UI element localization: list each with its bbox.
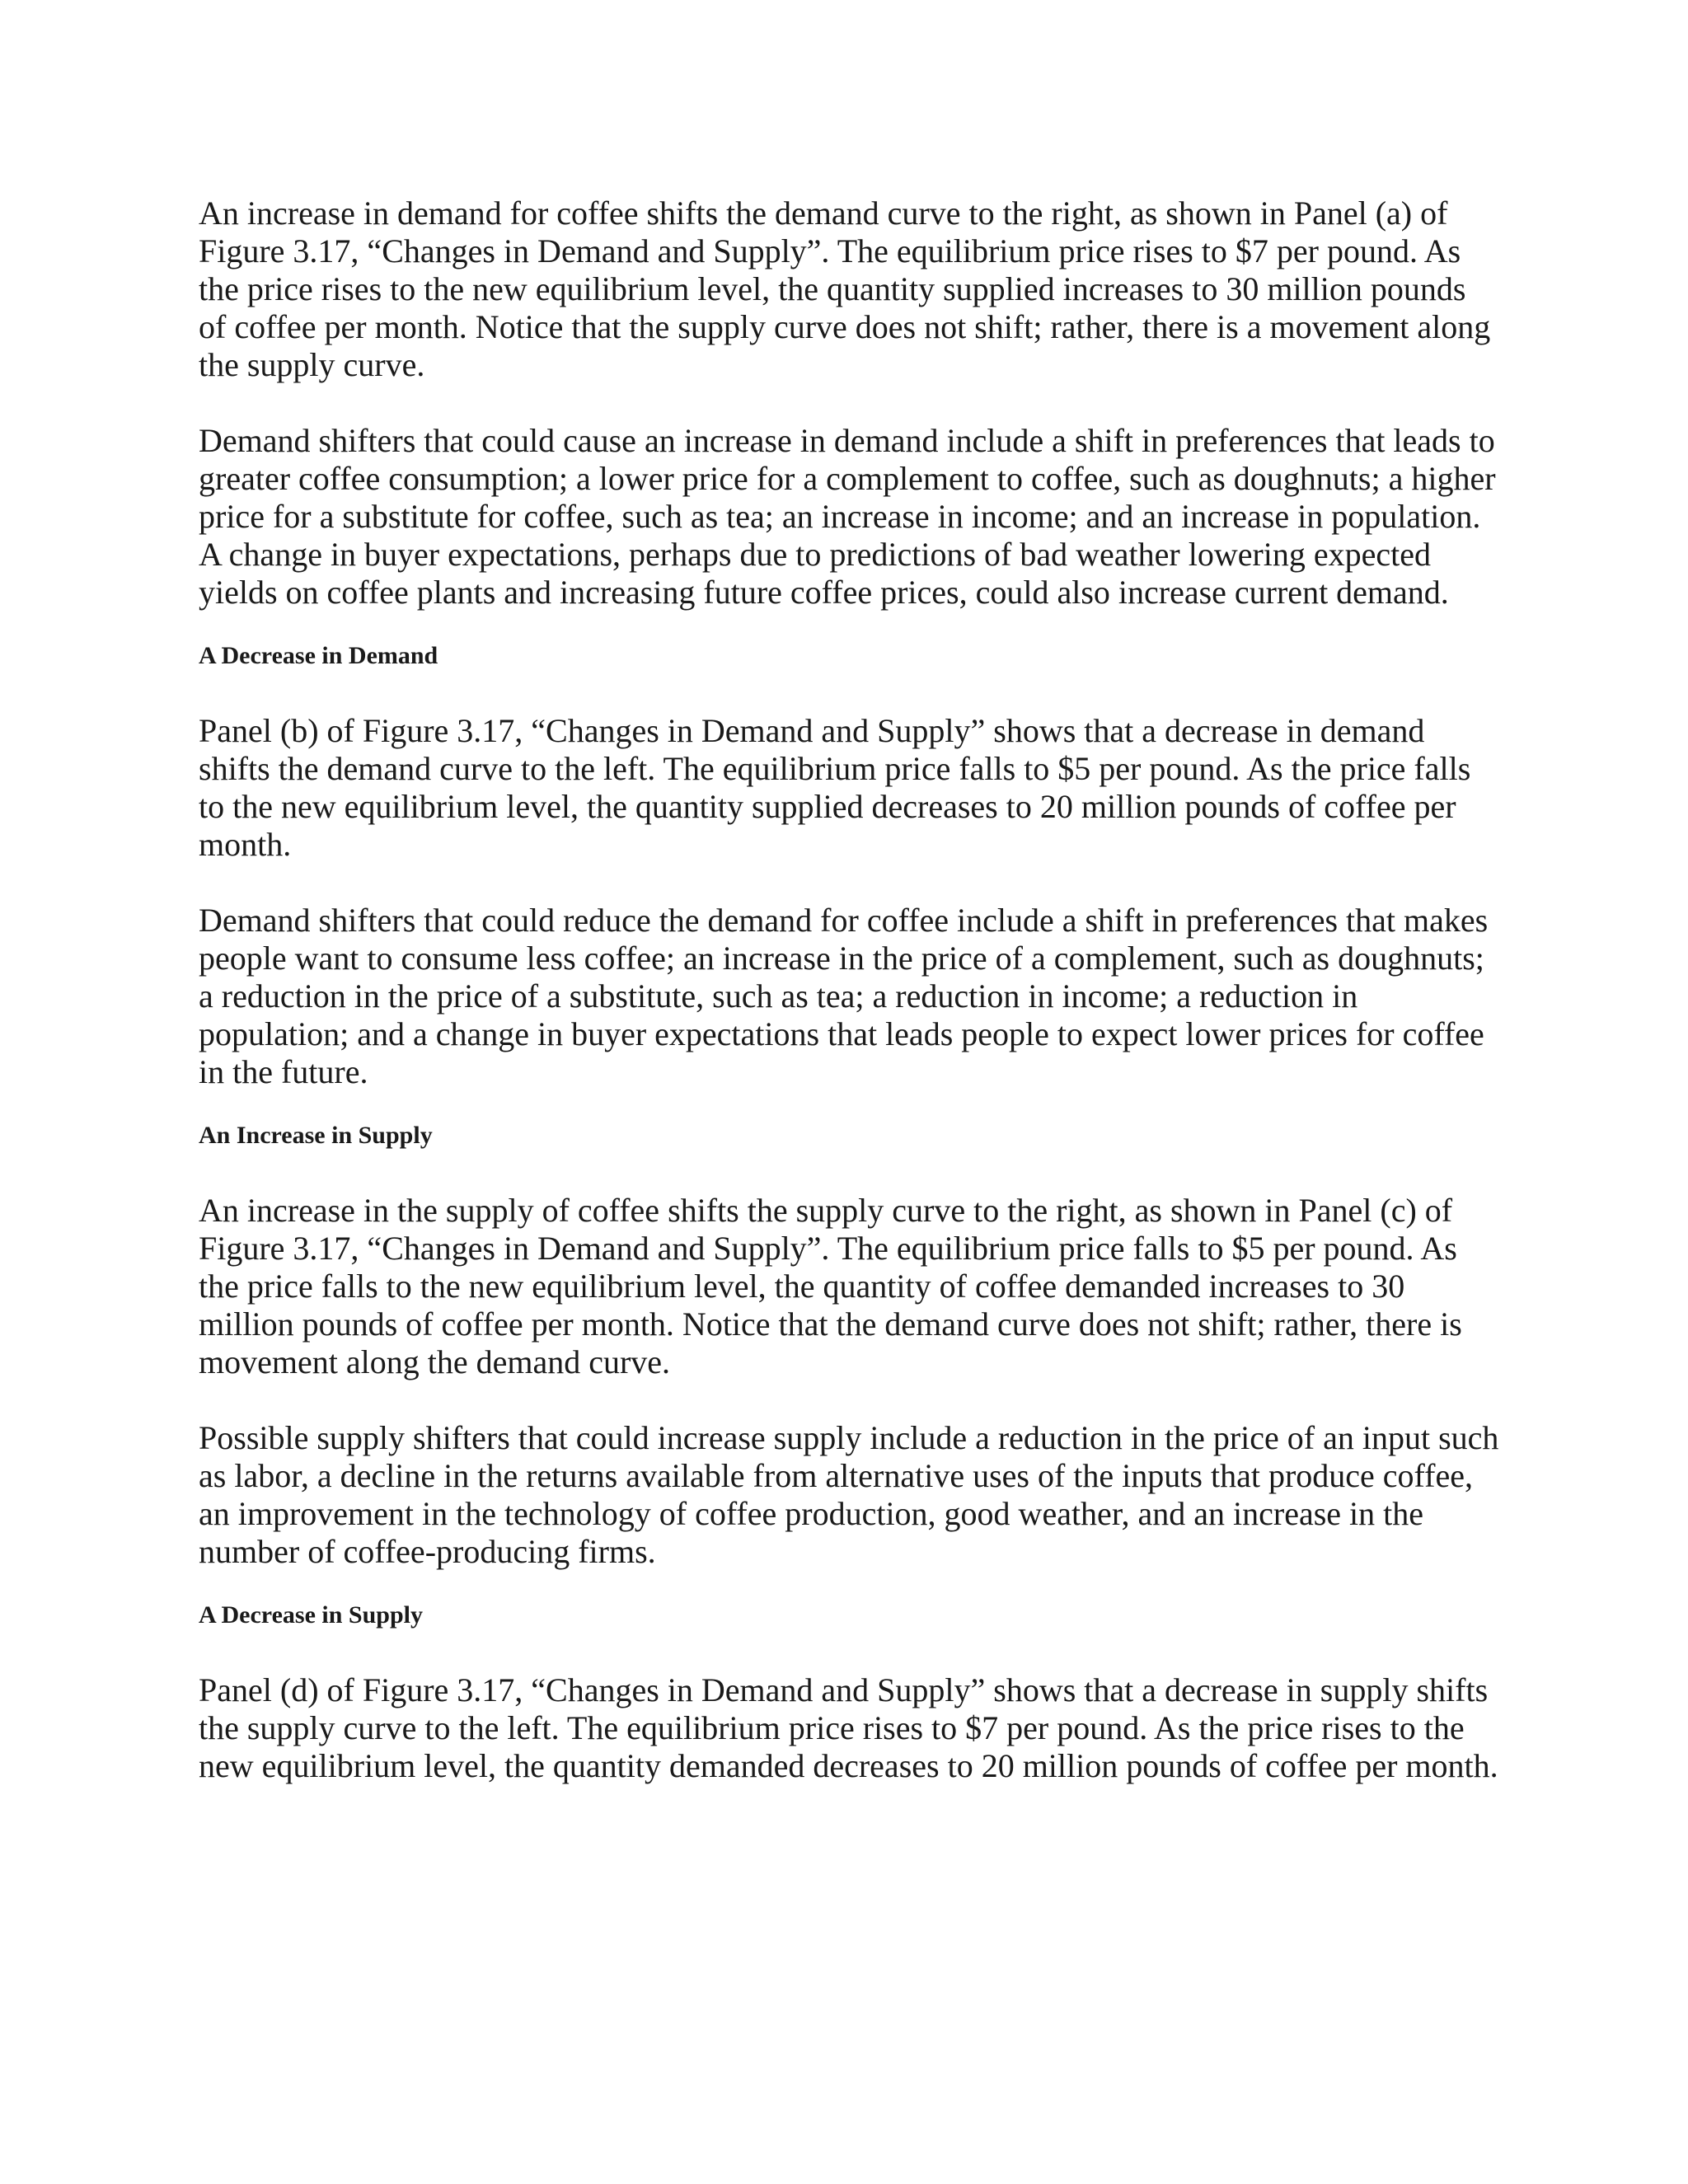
spacer xyxy=(199,1571,1501,1601)
spacer xyxy=(199,384,1501,422)
heading-decrease-in-supply: A Decrease in Supply xyxy=(199,1601,423,1629)
spacer xyxy=(199,612,1501,641)
paragraph-supply-shifters-increase: Possible supply shifters that could increase supply include a reduction in the price of an input such as labor, a decline in the returns available from alternative uses of the inputs that produce coffee, an improvement in the technology of coffee production, good weather, and an increase in the number of coffee-producing firms. xyxy=(199,1419,1499,1570)
document-page xyxy=(199,194,1501,1785)
heading-decrease-in-demand: A Decrease in Demand xyxy=(199,642,438,669)
spacer xyxy=(199,1630,1501,1671)
spacer xyxy=(199,1151,1501,1192)
spacer xyxy=(199,1091,1501,1121)
spacer xyxy=(199,1381,1501,1419)
heading-increase-in-supply: An Increase in Supply xyxy=(199,1122,433,1149)
spacer xyxy=(199,864,1501,902)
paragraph-demand-shifters-decrease: Demand shifters that could reduce the demand for coffee include a shift in preferences that makes people want to consume less coffee; an increase in the price of a complement, such as doughnuts; a reduction in the price of a substitute, such as tea; a reduction in income; a reduction in population; and a change in buyer expectations that leads people to expect lower prices for coffee in the future. xyxy=(199,902,1489,1090)
paragraph-increase-in-demand: An increase in demand for coffee shifts the demand curve to the right, as shown in Panel (a) of Figure 3.17, “Changes in Demand and Supply”. The equilibrium price rises to $7 per pound. As the price rises to the new equilibrium level, the quantity supplied increases to 30 million pounds of coffee per month. Notice that the supply curve does not shift; rather, there is a movement along the supply curve. xyxy=(199,194,1491,383)
spacer xyxy=(199,671,1501,712)
paragraph-increase-in-supply: An increase in the supply of coffee shifts the supply curve to the right, as shown in Panel (c) of Figure 3.17, “Changes in Demand and Supply”. The equilibrium price falls to $5 per pound. As the price falls to the new equilibrium level, the quantity of coffee demanded increases to 30 million pounds of coffee per month. Notice that the demand curve does not shift; rather, there is movement along the demand curve. xyxy=(199,1192,1462,1380)
paragraph-decrease-in-demand: Panel (b) of Figure 3.17, “Changes in Demand and Supply” shows that a decrease in demand shifts the demand curve to the left. The equilibrium price falls to $5 per pound. As the price falls to the new equilibrium level, the quantity supplied decreases to 20 million pounds of coffee per month. xyxy=(199,712,1471,863)
paragraph-decrease-in-supply: Panel (d) of Figure 3.17, “Changes in Demand and Supply” shows that a decrease in supply shifts the supply curve to the left. The equilibrium price rises to $7 per pound. As the price rises to the new equilibrium level, the quantity demanded decreases to 20 million pounds of coffee per month. xyxy=(199,1671,1498,1784)
paragraph-demand-shifters-increase: Demand shifters that could cause an increase in demand include a shift in preferences that leads to greater coffee consumption; a lower price for a complement to coffee, such as doughnuts; a higher price for a substitute for coffee, such as tea; an increase in income; and an increase in population. A change in buyer expectations, perhaps due to predictions of bad weather lowering expected yields on coffee plants and increasing future coffee prices, could also increase current demand. xyxy=(199,422,1496,611)
